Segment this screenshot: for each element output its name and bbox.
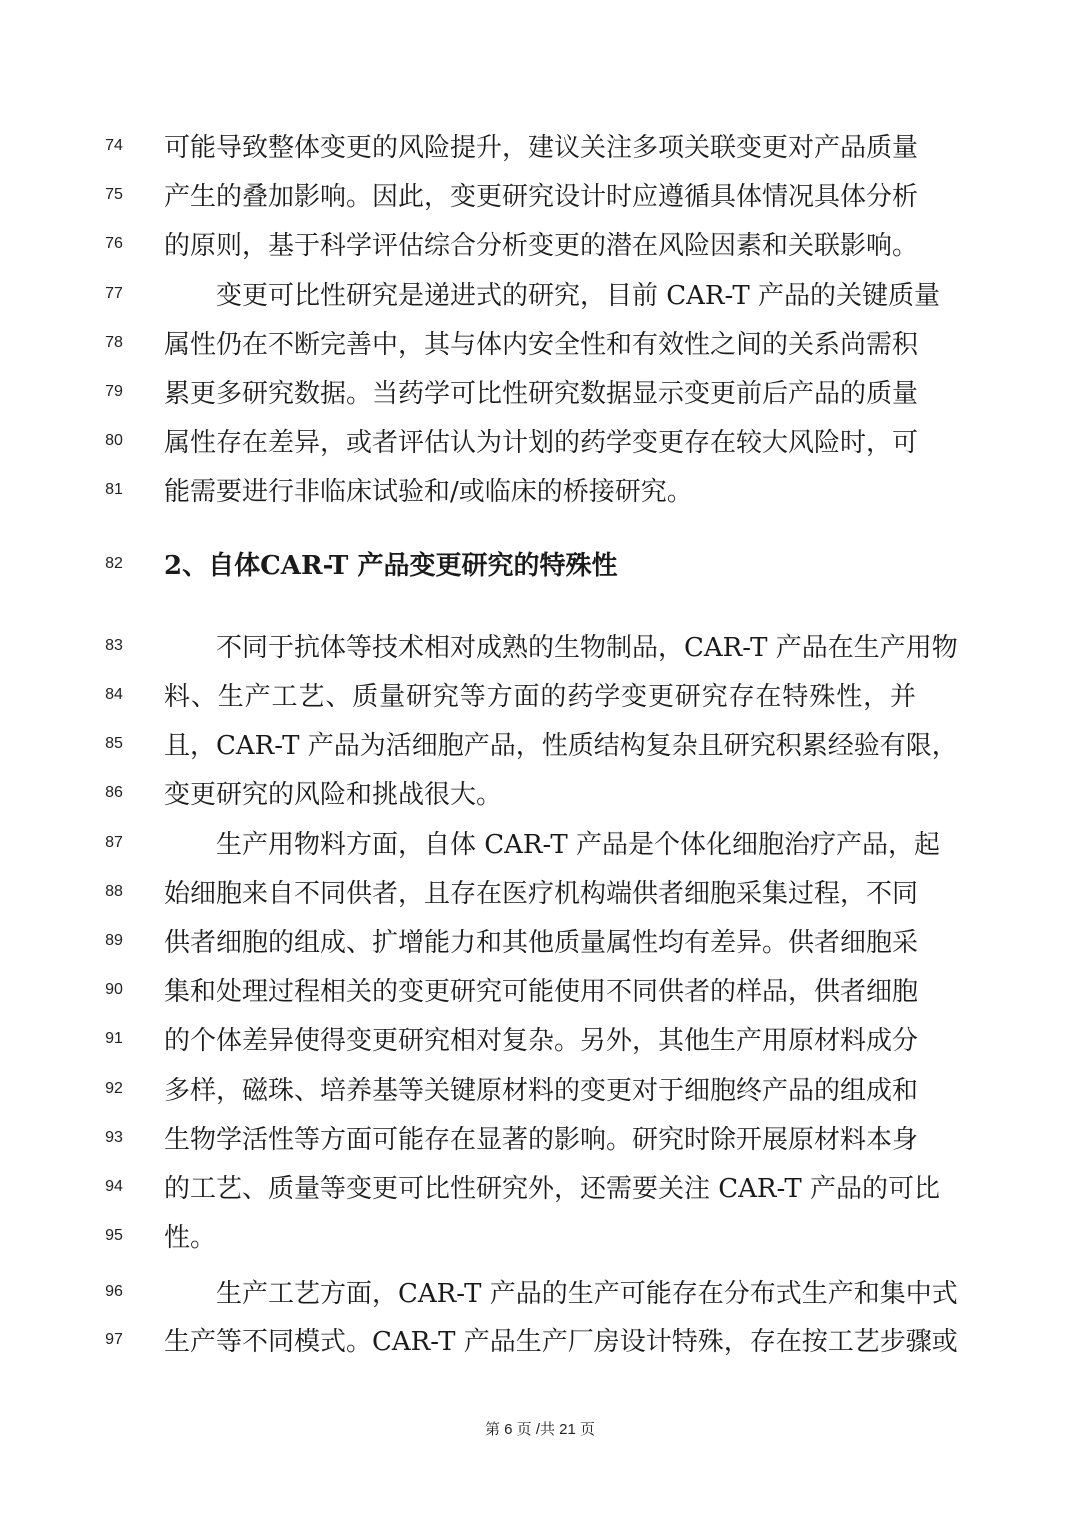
line-text: 不同于抗体等技术相对成熟的生物制品，CAR-T 产品在生产用物 bbox=[216, 633, 958, 663]
line-text: 集和处理过程相关的变更研究可能使用不同供者的样品，供者细胞 bbox=[164, 977, 919, 1007]
line-text: 累更多研究数据。当药学可比性研究数据显示变更前后产品的质量 bbox=[164, 379, 919, 409]
text-line bbox=[0, 177, 1080, 217]
line-text: 属性存在差异，或者评估认为计划的药学变更存在较大风险时，可 bbox=[164, 428, 919, 458]
text-line bbox=[0, 325, 1080, 365]
line-number: 96 bbox=[105, 1283, 123, 1300]
text-line bbox=[0, 374, 1080, 414]
line-number: 86 bbox=[105, 784, 123, 801]
text-line bbox=[0, 128, 1080, 168]
line-number: 77 bbox=[105, 285, 123, 302]
line-number: 87 bbox=[105, 834, 123, 851]
text-line bbox=[0, 1322, 1080, 1362]
line-text: 且，CAR-T 产品为活细胞产品，性质结构复杂且研究积累经验有限， bbox=[164, 731, 958, 761]
line-number: 95 bbox=[105, 1227, 123, 1244]
line-number: 81 bbox=[105, 481, 123, 498]
text-line bbox=[0, 1218, 1080, 1258]
text-line bbox=[0, 423, 1080, 463]
line-number: 97 bbox=[105, 1331, 123, 1348]
text-line bbox=[0, 1021, 1080, 1061]
line-text: 性。 bbox=[164, 1223, 217, 1253]
line-text: 能需要进行非临床试验和/或临床的桥接研究。 bbox=[164, 477, 693, 507]
line-text: 生物学活性等方面可能存在显著的影响。研究时除开展原材料本身 bbox=[164, 1125, 919, 1155]
line-number: 79 bbox=[105, 383, 123, 400]
text-line bbox=[0, 825, 1080, 865]
text-line bbox=[0, 972, 1080, 1012]
line-text: 的个体差异使得变更研究相对复杂。另外，其他生产用原材料成分 bbox=[164, 1026, 919, 1056]
line-text: 料、生产工艺、质量研究等方面的药学变更研究存在特殊性，并 bbox=[164, 682, 916, 712]
text-line bbox=[0, 677, 1080, 717]
line-text: 产生的叠加影响。因此，变更研究设计时应遵循具体情况具体分析 bbox=[164, 182, 919, 212]
line-text: 多样，磁珠、培养基等关键原材料的变更对于细胞终产品的组成和 bbox=[164, 1076, 919, 1106]
text-line bbox=[0, 1169, 1080, 1209]
line-text: 生产用物料方面，自体 CAR-T 产品是个体化细胞治疗产品，起 bbox=[216, 830, 940, 860]
text-line bbox=[0, 1120, 1080, 1160]
line-number: 94 bbox=[105, 1178, 123, 1195]
line-number: 82 bbox=[105, 555, 123, 572]
line-number: 80 bbox=[105, 432, 123, 449]
text-line bbox=[0, 1071, 1080, 1111]
text-line bbox=[0, 226, 1080, 266]
text-line bbox=[0, 472, 1080, 512]
line-text: 供者细胞的组成、扩增能力和其他质量属性均有差异。供者细胞采 bbox=[164, 928, 919, 958]
line-number: 89 bbox=[105, 932, 123, 949]
line-number: 75 bbox=[105, 186, 123, 203]
line-number: 88 bbox=[105, 883, 123, 900]
line-text: 始细胞来自不同供者，且存在医疗机构端供者细胞采集过程，不同 bbox=[164, 879, 919, 909]
line-number: 83 bbox=[105, 637, 123, 654]
line-text: 的工艺、质量等变更可比性研究外，还需要关注 CAR-T 产品的可比 bbox=[164, 1174, 940, 1204]
text-line bbox=[0, 923, 1080, 963]
line-text: 变更可比性研究是递进式的研究，目前 CAR-T 产品的关键质量 bbox=[216, 281, 940, 311]
line-number: 76 bbox=[105, 235, 123, 252]
line-number: 92 bbox=[105, 1080, 123, 1097]
line-number: 78 bbox=[105, 334, 123, 351]
line-number: 93 bbox=[105, 1129, 123, 1146]
line-number: 74 bbox=[105, 137, 123, 154]
text-line bbox=[0, 276, 1080, 316]
line-number: 90 bbox=[105, 981, 123, 998]
line-text: 可能导致整体变更的风险提升，建议关注多项关联变更对产品质量 bbox=[164, 133, 919, 163]
text-line bbox=[0, 775, 1080, 815]
line-number: 85 bbox=[105, 735, 123, 752]
text-line bbox=[0, 726, 1080, 766]
line-text: 生产工艺方面，CAR-T 产品的生产可能存在分布式生产和集中式 bbox=[216, 1279, 958, 1309]
line-text: 的原则，基于科学评估综合分析变更的潜在风险因素和关联影响。 bbox=[164, 231, 919, 261]
line-number: 84 bbox=[105, 686, 123, 703]
line-text: 属性仍在不断完善中，其与体内安全性和有效性之间的关系尚需积 bbox=[164, 330, 919, 360]
text-line bbox=[0, 628, 1080, 668]
page-footer: 第 6 页 /共 21 页 bbox=[484, 1421, 596, 1438]
line-number: 91 bbox=[105, 1030, 123, 1047]
text-line bbox=[0, 874, 1080, 914]
heading-text: 2、自体CAR-T 产品变更研究的特殊性 bbox=[164, 551, 618, 581]
section-heading bbox=[0, 546, 1080, 586]
line-text: 生产等不同模式。CAR-T 产品生产厂房设计特殊，存在按工艺步骤或 bbox=[164, 1327, 958, 1357]
text-line bbox=[0, 1274, 1080, 1314]
line-text: 变更研究的风险和挑战很大。 bbox=[164, 780, 503, 810]
